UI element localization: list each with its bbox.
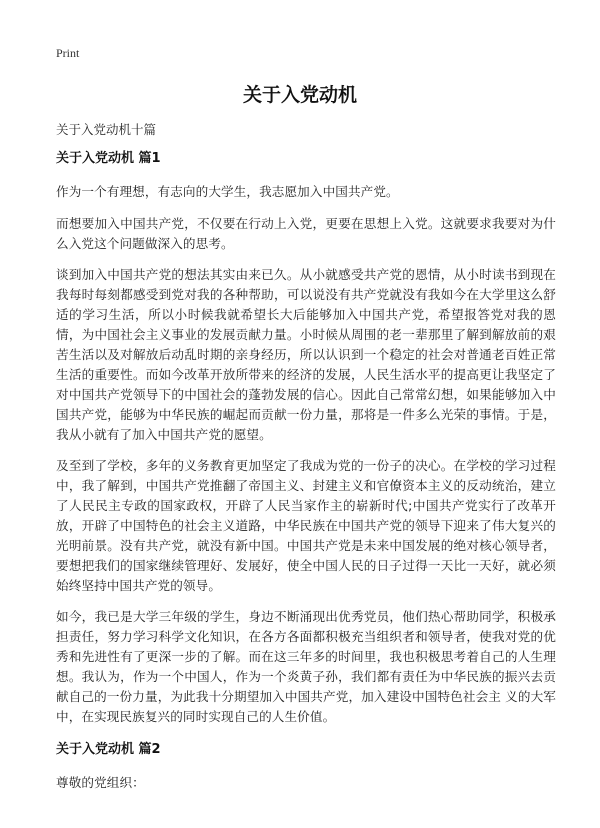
document-title: 关于入党动机 (242, 84, 357, 106)
print-label: Print (56, 46, 80, 60)
paragraph: 如今，我已是大学三年级的学生，身边不断涌现出优秀党员，他们热心帮助同学，积极承担责任，努力学习科学文化知识，在各方各面都积极充当组织者和领导者，使我对党的优秀和先进性有了更深一步的了解。而在这三年多的时间里，我也积极思考着自己的人生理想。我认为，作为一个中国人，作为一个炎黄子孙，我们都有责任为中华民族的振兴去贡献自己的一份力量，为此我十分期望加入中国共产党，加入建设中国特色社会主 义的大军中，在实现民族复兴的同时实现自己的人生价值。 (56, 609, 556, 724)
paragraph: 及至到了学校，多年的义务教育更加坚定了我成为党的一份子的决心。在学校的学习过程中，我了解到，中国共产党推翻了帝国主义、封建主义和官僚资本主义的反动统治，建立了人民民主专政的国家政权，开辟了人民当家作主的崭新时代;中国共产党实行了改革开放，开辟了中国特色的社会主义道路，中华民族在中国共产党的领导下迎来了伟大复兴的光明前景。没有共产党，就没有新中国。中国共产党是未来中国发展的绝对核心领导者，要想把我们的国家继续管理好、发展好，使全中国人民的日子过得一天比一天好，就必须始终坚持中国共产党的领导。 (56, 458, 556, 593)
paragraph: 谈到加入中国共产党的想法其实由来已久。从小就感受共产党的恩情，从小时读书到现在我每时每刻都感受到党对我的各种帮助，可以说没有共产党就没有我如今在大学里这么舒适的学习生活，所以小时候我就希望长大后能够加入中国共产党，希望报答党对我的恩情，为中国社会主义事业的发展贡献力量。小时候从周围的老一辈那里了解到解放前的艰苦生活以及对解放后动乱时期的亲身经历，所以认识到一个稳定的社会对普通老百姓正常生活的重要性。而如今改革开放所带来的经济的发展，人民生活水平的提高更让我坚定了对中国共产党领导下的中国社会的蓬勃发展的信心。因此自己常常幻想，如果能够加入中国共产党，能够为中华民族的崛起而贡献一份力量，那将是一件多么光荣的事情。于是，我从小就有了加入中国共产党的愿望。 (56, 267, 556, 442)
paragraph: 而想要加入中国共产党，不仅要在行动上入党，更要在思想上入党。这就要求我要对为什么入党这个问题做深入的思考。 (56, 216, 556, 251)
paragraph: 尊敬的党组织： (56, 775, 145, 790)
document-body (56, 150, 556, 804)
section-heading: 关于入党动机 篇2 (56, 742, 161, 757)
document-subtitle: 关于入党动机十篇 (56, 122, 157, 137)
section-heading: 关于入党动机 篇1 (56, 151, 161, 166)
paragraph: 作为一个有理想，有志向的大学生，我志愿加入中国共产党。 (56, 184, 399, 199)
